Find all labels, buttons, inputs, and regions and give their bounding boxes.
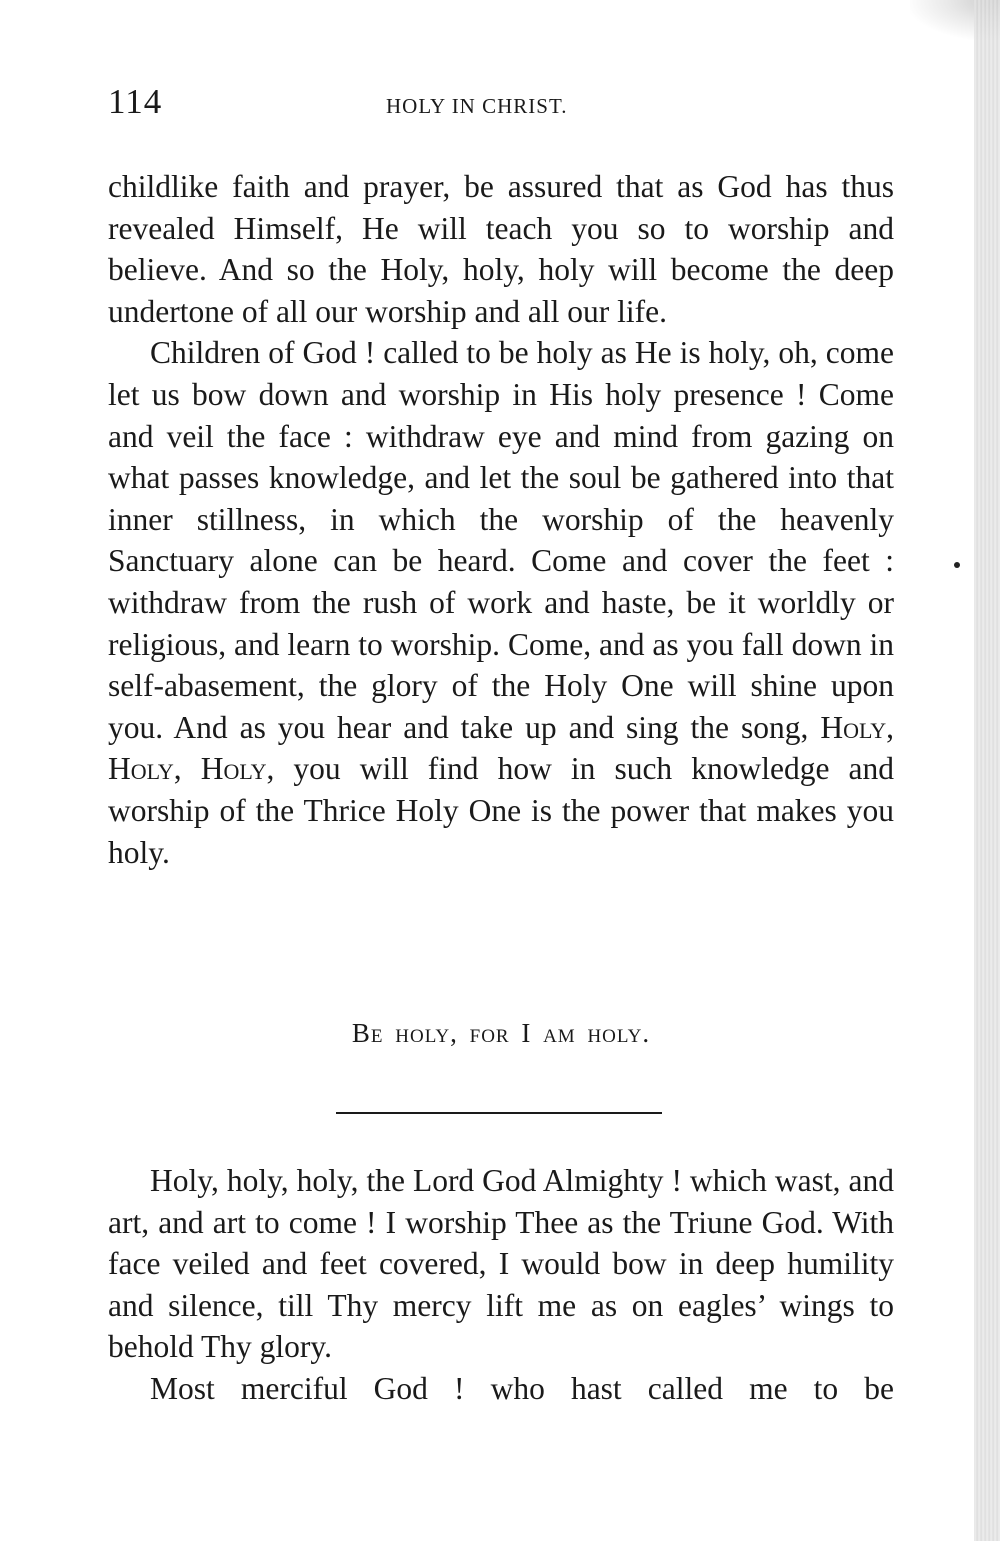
prayer-paragraph-2: Most merciful God ! who hast called me to be [150, 1370, 894, 1406]
paragraph-text-part-a: Children of God ! called to be holy as He is holy, oh, come let us bow down and worship in His holy presence ! Come and veil the face : withdraw eye and mind from gazing on what passes knowledge, and let the soul be gathered into that inner stillness, in which the worship of the heavenly Sanctuary alone can be heard. Come and cover the feet : withdraw from the rush of work and haste, be it worldly or religious, and learn to worship. Come, and as you fall down in self-abasement, the glory of the Holy One will shine upon you. And as you hear and take up and sing the song, [108, 335, 894, 745]
holy-small-caps-2: Holy, [108, 751, 182, 787]
paragraph-children-of-god [108, 332, 894, 873]
paragraph-text-part-b: you will find how in such knowledge and worship of the Thrice Holy One is the power that makes you holy. [108, 751, 894, 870]
running-head: HOLY IN CHRIST. [386, 94, 568, 118]
section-heading: Be holy, for I am holy. [351, 1018, 651, 1048]
ink-speck [954, 562, 960, 568]
page-edge-shadow [974, 0, 1000, 1541]
prayer-paragraph-1: Holy, holy, holy, the Lord God Almighty ! which wast, and art, and art to come ! I worship Thee as the Triune God. With face veiled and feet covered, I would bow in deep humility and silence, till Thy mercy lift me as on eagles’ wings to behold Thy glory. [108, 1163, 894, 1365]
holy-small-caps-1: Holy, [820, 709, 894, 745]
horizontal-rule [336, 1112, 662, 1114]
page-number: 114 [108, 82, 163, 121]
main-text [108, 166, 894, 873]
holy-small-caps-3: Holy, [200, 751, 275, 787]
prayer-text [108, 1160, 894, 1410]
paragraph-continued: childlike faith and prayer, be assured that as God has thus revealed Himself, He will teach you so to worship and believe. And so the Holy, holy, holy will become the deep undertone of all our worship and all our life. [108, 169, 894, 329]
page-header [108, 82, 894, 132]
